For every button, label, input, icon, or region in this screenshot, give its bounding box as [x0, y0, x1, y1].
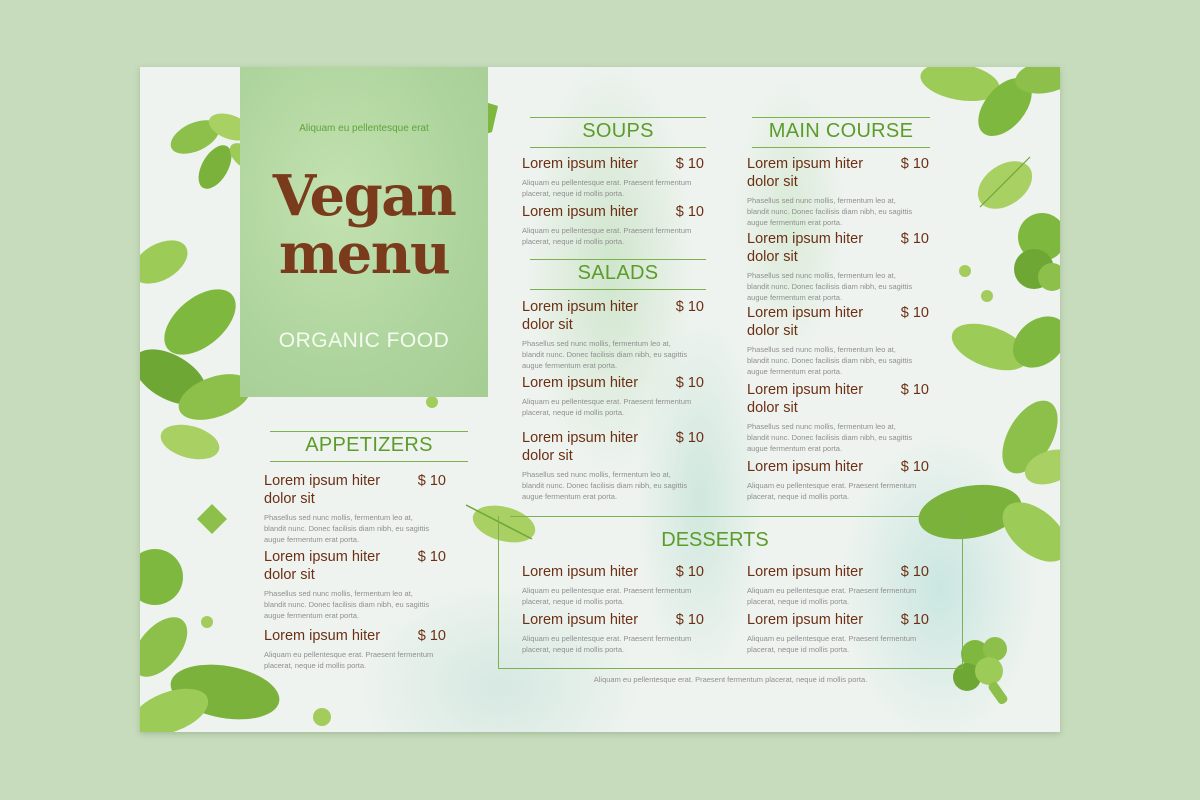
item-price: $ 10	[675, 204, 704, 220]
item-name: Lorem ipsum hiter	[522, 564, 639, 580]
item-price: $ 10	[675, 375, 704, 391]
item-description: Aliquam eu pellentesque erat. Praesent fermentum placerat, neque id mollis porta.	[747, 634, 917, 654]
menu-item	[747, 381, 929, 454]
item-price: $ 10	[900, 305, 929, 321]
menu-title-line1: Vegan	[272, 163, 456, 229]
pea-icon	[200, 615, 214, 629]
menu-item	[522, 374, 704, 418]
item-price: $ 10	[417, 628, 446, 644]
menu-title	[240, 163, 488, 287]
item-price: $ 10	[900, 564, 929, 580]
small-leaf-icon	[192, 499, 232, 539]
item-price: $ 10	[900, 231, 929, 247]
hero-panel	[240, 67, 488, 397]
pea-icon	[425, 395, 439, 409]
pea-icon	[958, 264, 972, 278]
item-price: $ 10	[675, 612, 704, 628]
item-description: Aliquam eu pellentesque erat. Praesent fermentum placerat, neque id mollis porta.	[747, 586, 917, 606]
menu-item	[264, 472, 446, 545]
item-price: $ 10	[900, 459, 929, 475]
item-name: Lorem ipsum hiter dolor sit	[522, 299, 639, 333]
menu-subtitle: ORGANIC FOOD	[278, 329, 450, 352]
item-price: $ 10	[900, 612, 929, 628]
item-description: Phasellus sed nunc mollis, fermentum leo at, blandit nunc. Donec facilisis diam nibh, eu sagittis augue fermentum erat porta.	[264, 513, 430, 544]
menu-item	[747, 155, 929, 228]
section-title-salads: SALADS	[530, 259, 706, 290]
item-name: Lorem ipsum hiter	[264, 628, 381, 644]
item-name: Lorem ipsum hiter	[747, 564, 864, 580]
section-title-appetizers: APPETIZERS	[270, 431, 468, 462]
item-name: Lorem ipsum hiter dolor sit	[264, 549, 381, 583]
item-price: $ 10	[675, 564, 704, 580]
item-name: Lorem ipsum hiter	[747, 612, 864, 628]
item-name: Lorem ipsum hiter dolor sit	[747, 156, 864, 190]
item-description: Aliquam eu pellentesque erat. Praesent fermentum placerat, neque id mollis porta.	[747, 481, 917, 501]
menu-item	[747, 230, 929, 303]
item-name: Lorem ipsum hiter	[522, 612, 639, 628]
item-name: Lorem ipsum hiter	[747, 459, 864, 475]
item-name: Lorem ipsum hiter dolor sit	[747, 305, 864, 339]
item-price: $ 10	[417, 473, 446, 489]
menu-title-line2: menu	[278, 221, 450, 287]
item-description: Phasellus sed nunc mollis, fermentum leo at, blandit nunc. Donec facilisis diam nibh, eu sagittis augue fermentum erat porta.	[747, 271, 913, 302]
item-price: $ 10	[900, 156, 929, 172]
menu-item	[522, 298, 704, 371]
menu-item	[747, 458, 929, 502]
section-title-desserts: DESSERTS	[510, 516, 920, 556]
tagline: Aliquam eu pellentesque erat	[299, 123, 429, 134]
item-price: $ 10	[900, 382, 929, 398]
menu-item	[522, 611, 704, 655]
item-price: $ 10	[675, 156, 704, 172]
item-price: $ 10	[675, 430, 704, 446]
item-description: Aliquam eu pellentesque erat. Praesent fermentum placerat, neque id mollis porta.	[522, 397, 692, 417]
item-name: Lorem ipsum hiter	[522, 156, 639, 172]
item-price: $ 10	[417, 549, 446, 565]
item-description: Aliquam eu pellentesque erat. Praesent fermentum placerat, neque id mollis porta.	[522, 586, 692, 606]
item-description: Phasellus sed nunc mollis, fermentum leo at, blandit nunc. Donec facilisis diam nibh, eu sagittis augue fermentum erat porta.	[747, 422, 913, 453]
menu-item	[747, 304, 929, 377]
menu-item	[522, 563, 704, 607]
item-description: Aliquam eu pellentesque erat. Praesent fermentum placerat, neque id mollis porta.	[264, 650, 434, 670]
menu-item	[522, 203, 704, 247]
item-name: Lorem ipsum hiter dolor sit	[522, 430, 639, 464]
item-description: Phasellus sed nunc mollis, fermentum leo at, blandit nunc. Donec facilisis diam nibh, eu sagittis augue fermentum erat porta.	[747, 345, 913, 376]
menu-item	[747, 611, 929, 655]
item-description: Aliquam eu pellentesque erat. Praesent fermentum placerat, neque id mollis porta.	[522, 226, 692, 246]
pea-icon	[312, 707, 332, 727]
item-name: Lorem ipsum hiter	[522, 375, 639, 391]
footer-note: Aliquam eu pellentesque erat. Praesent fermentum placerat, neque id mollis porta.	[593, 675, 868, 684]
menu-item	[522, 429, 704, 502]
menu-card	[140, 67, 1060, 732]
item-name: Lorem ipsum hiter dolor sit	[747, 231, 864, 265]
item-description: Phasellus sed nunc mollis, fermentum leo at, blandit nunc. Donec facilisis diam nibh, eu sagittis augue fermentum erat porta.	[522, 470, 688, 501]
item-description: Phasellus sed nunc mollis, fermentum leo at, blandit nunc. Donec facilisis diam nibh, eu sagittis augue fermentum erat porta.	[522, 339, 688, 370]
item-description: Phasellus sed nunc mollis, fermentum leo at, blandit nunc. Donec facilisis diam nibh, eu sagittis augue fermentum erat porta.	[264, 589, 430, 620]
menu-item	[747, 563, 929, 607]
menu-item	[264, 627, 446, 671]
item-name: Lorem ipsum hiter dolor sit	[264, 473, 381, 507]
menu-item	[264, 548, 446, 621]
item-name: Lorem ipsum hiter	[522, 204, 639, 220]
item-name: Lorem ipsum hiter dolor sit	[747, 382, 864, 416]
item-description: Aliquam eu pellentesque erat. Praesent fermentum placerat, neque id mollis porta.	[522, 634, 692, 654]
item-description: Aliquam eu pellentesque erat. Praesent fermentum placerat, neque id mollis porta.	[522, 178, 692, 198]
menu-item	[522, 155, 704, 199]
item-description: Phasellus sed nunc mollis, fermentum leo at, blandit nunc. Donec facilisis diam nibh, eu sagittis augue fermentum erat porta.	[747, 196, 913, 227]
section-title-main-course: MAIN COURSE	[752, 117, 930, 148]
section-title-soups: SOUPS	[530, 117, 706, 148]
item-price: $ 10	[675, 299, 704, 315]
leaf-cluster-icon	[920, 67, 1060, 152]
broccoli-icon	[1012, 207, 1060, 307]
pea-icon	[980, 289, 994, 303]
